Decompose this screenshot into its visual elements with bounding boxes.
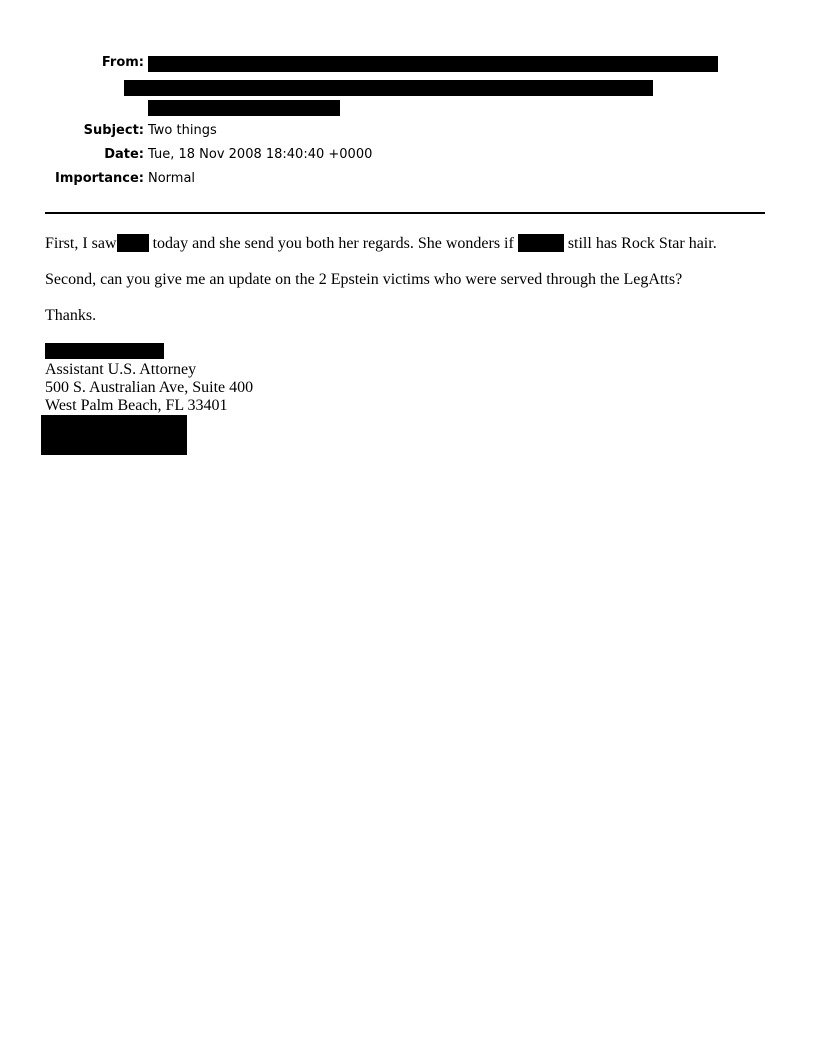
redacted-name-1 [117,234,149,252]
date-value: Tue, 18 Nov 2008 18:40:40 +0000 [148,147,373,162]
redacted-signature-contact [41,415,187,455]
signature-title: Assistant U.S. Attorney [45,361,197,378]
redacted-from-line-1 [148,56,718,72]
paragraph-3: Thanks. [45,307,97,324]
subject-value: Two things [148,123,217,138]
header-divider [45,212,765,214]
redacted-name-2 [518,234,564,252]
paragraph-2: Second, can you give me an update on the 2 Epstein victims who were served through the LegAtts? [45,271,683,288]
signature-address-line-1: 500 S. Australian Ave, Suite 400 [45,379,254,396]
redacted-signature-name [45,343,164,359]
subject-label: Subject: [83,123,144,138]
paragraph-1-part-a: First, I saw [45,235,117,252]
paragraph-1-part-b: today and she send you both her regards. She wonders if [148,235,518,252]
importance-label: Importance: [55,171,144,186]
paragraph-1 [45,234,717,253]
from-label: From: [101,55,144,70]
paragraph-1-part-c: still has Rock Star hair. [563,235,717,252]
redacted-from-line-3 [148,100,340,116]
importance-value: Normal [148,171,196,186]
signature-address-line-2: West Palm Beach, FL 33401 [45,397,228,414]
date-label: Date: [104,147,144,162]
redacted-from-line-2 [124,80,653,96]
